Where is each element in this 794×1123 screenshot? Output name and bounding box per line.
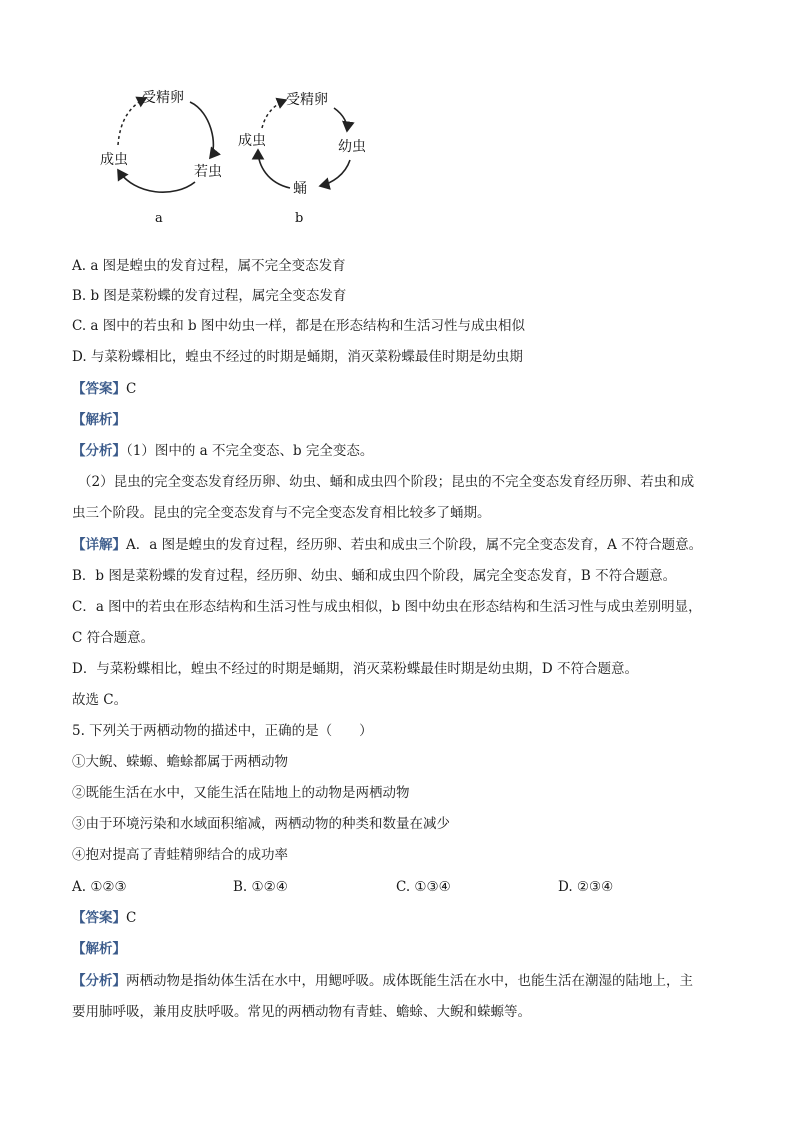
q4-detail-d: D．与菜粉蝶相比，蝗虫不经过的时期是蛹期，消灭菜粉蝶最佳时期是幼虫期，D 不符合题意。	[72, 661, 638, 677]
q4-option-a: A. a 图是蝗虫的发育过程，属不完全变态发育	[72, 258, 346, 274]
diagram-a-egg-label: 受精卵	[142, 90, 184, 106]
diagram-b-egg-label: 受精卵	[286, 92, 328, 108]
q5-option-b: B. ①②④	[233, 879, 288, 895]
q5-option-d: D. ②③④	[558, 879, 614, 895]
q5-statement-4: ④抱对提高了青蛙精卵结合的成功率	[72, 847, 288, 863]
q4-option-c: C. a 图中的若虫和 b 图中幼虫一样，都是在形态结构和生活习性与成虫相似	[72, 318, 525, 334]
q5-fenxi-2: 要用肺呼吸，兼用皮肤呼吸。常见的两栖动物有青蛙、蟾蜍、大鲵和蝾螈等。	[72, 1004, 531, 1020]
q4-option-d: D. 与菜粉蝶相比，蝗虫不经过的时期是蛹期，消灭菜粉蝶最佳时期是幼虫期	[72, 349, 523, 365]
q5-statement-3: ③由于环境污染和水域面积缩减，两栖动物的种类和数量在减少	[72, 816, 450, 832]
life-cycle-diagrams	[0, 0, 794, 240]
diagram-b-larva-label: 幼虫	[338, 139, 366, 155]
q4-conclusion: 故选 C。	[72, 692, 128, 708]
q4-detail-a: 【详解】A．a 图是蝗虫的发育过程，经历卵、若虫和成虫三个阶段，属不完全变态发育，A 不符合题意。	[72, 537, 703, 553]
q4-answer	[72, 379, 136, 399]
diagram-b-caption: b	[295, 211, 304, 226]
q5-option-a: A. ①②③	[72, 879, 127, 895]
q5-stem: 5. 下列关于两栖动物的描述中，正确的是（ ）	[72, 723, 373, 739]
diagram-a-adult-label: 成虫	[100, 152, 128, 168]
diagram-a	[100, 89, 222, 226]
q4-detail-c2: C 符合题意。	[72, 630, 155, 646]
q5-option-c: C. ①③④	[396, 879, 451, 895]
q5-fenxi-1: 【分析】两栖动物是指幼体生活在水中，用鳃呼吸。成体既能生活在水中，也能生活在潮湿的陆地上，主	[72, 973, 693, 989]
answer-tag: 【答案】	[72, 381, 126, 397]
diagram-b-adult-label: 成虫	[238, 133, 266, 149]
q4-option-b: B. b 图是菜粉蝶的发育过程，属完全变态发育	[72, 288, 347, 304]
answer-value: C	[126, 381, 137, 397]
q4-fenxi-2b: 虫三个阶段。昆虫的完全变态发育与不完全变态发育相比较多了蛹期。	[72, 505, 491, 521]
diagram-a-caption: a	[155, 211, 163, 226]
q4-analysis-heading: 【解析】	[72, 412, 126, 428]
q4-detail-c1: C．a 图中的若虫在形态结构和生活习性与成虫相似，b 图中幼虫在形态结构和生活习性与成虫差别明显，	[72, 599, 702, 615]
diagram-b	[238, 91, 366, 226]
q5-answer: 【答案】C	[72, 910, 137, 926]
q5-statement-2: ②既能生活在水中，又能生活在陆地上的动物是两栖动物	[72, 785, 410, 801]
q5-analysis-heading: 【解析】	[72, 941, 126, 957]
diagram-a-nymph-label: 若虫	[194, 164, 222, 180]
diagram-b-pupa-label: 蛹	[293, 181, 307, 197]
q5-statement-1: ①大鲵、蝾螈、蟾蜍都属于两栖动物	[72, 754, 288, 770]
q4-fenxi-1: 【分析】（1）图中的 a 不完全变态、b 完全变态。	[72, 443, 374, 459]
q4-detail-b: B．b 图是菜粉蝶的发育过程，经历卵、幼虫、蛹和成虫四个阶段，属完全变态发育，B 不符合题意。	[72, 568, 677, 584]
q4-fenxi-2a: （2）昆虫的完全变态发育经历卵、幼虫、蛹和成虫四个阶段；昆虫的不完全变态发育经历卵、若虫和成	[78, 474, 695, 490]
